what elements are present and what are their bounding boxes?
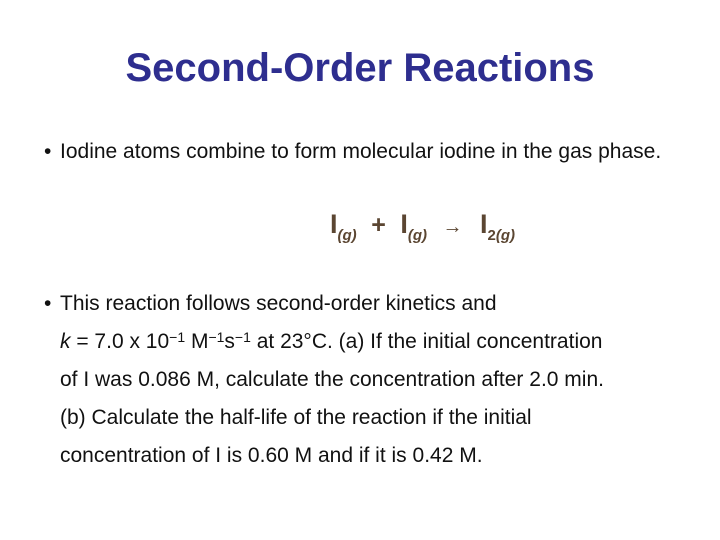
rate-constant-symbol: k — [60, 330, 71, 353]
state-label: (g) — [337, 227, 357, 244]
bullet-marker: • — [44, 292, 52, 315]
unit-molar-exponent: −1 — [208, 329, 225, 345]
slide-title: Second-Order Reactions — [125, 46, 595, 90]
plus-sign: + — [371, 211, 386, 239]
rate-constant-exponent: −1 — [169, 329, 186, 345]
problem-line-5: concentration of I is 0.60 M and if it is 0.42 M. — [60, 444, 483, 467]
state-label: (g) — [495, 227, 516, 244]
bullet-problem-statement — [44, 285, 694, 475]
reaction-arrow-icon: → — [442, 216, 463, 238]
problem-line-2 — [60, 330, 602, 353]
problem-line-3: of I was 0.086 M, calculate the concentration after 2.0 min. — [60, 368, 604, 391]
rate-constant-value: = 7.0 x 10 — [70, 330, 170, 353]
unit-molar: M — [185, 330, 209, 353]
reactant-iodine-1: I — [330, 209, 338, 239]
problem-line-4: (b) Calculate the half-life of the reaction if the initial — [60, 406, 532, 429]
product-iodine: I — [480, 209, 488, 239]
unit-second: s — [224, 330, 235, 353]
reactant-iodine-2: I — [400, 209, 408, 239]
bullet-marker: • — [44, 140, 52, 163]
product-subscript — [488, 227, 516, 244]
problem-line-2-rest: at 23°C. (a) If the initial concentration — [250, 330, 603, 353]
unit-second-exponent: −1 — [234, 329, 251, 345]
bullet-text: Iodine atoms combine to form molecular iodine in the gas phase. — [60, 140, 662, 163]
chemical-equation — [330, 206, 515, 245]
problem-line-1: This reaction follows second-order kinetics and — [60, 292, 497, 315]
bullet-iodine-combination — [44, 137, 694, 166]
state-label: (g) — [407, 227, 427, 244]
product-subscript-number: 2 — [487, 227, 496, 244]
bullet-body — [44, 285, 694, 475]
